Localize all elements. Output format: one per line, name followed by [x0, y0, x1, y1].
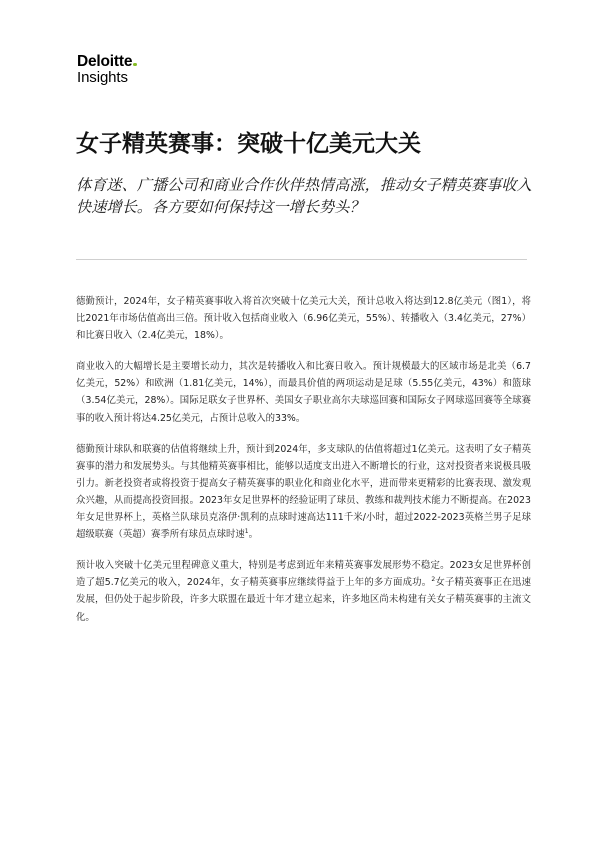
paragraph-2: 商业收入的大幅增长是主要增长动力，其次是转播收入和比赛日收入。预计规模最大的区域市场是北美（6.7亿美元，52%）和欧洲（1.81亿美元，14%），而最具价值的两项运动是足球（5.55亿美元，43%）和篮球（3.54亿美元，28%）。国际足联女子世界杯、美国女子职业高尔夫球巡回赛和国际女子网球巡回赛等全球赛事的收入预计将达4.25亿美元，占预计总收入的33%。: [76, 361, 531, 424]
article-subtitle: 体育迷、广播公司和商业合作伙伴热情高涨，推动女子精英赛事收入快速增长。各方要如何保持这一增长势头？: [76, 176, 532, 216]
paragraph-3: 德勤预计球队和联赛的估值将继续上升，预计到2024年，多支球队的估值将超过1亿美元。这表明了女子精英赛事的潜力和发展势头。与其他精英赛事相比，能够以适度支出进入不断增长的行业，这对投资者来说极具吸引力。新老投资者或将投资于提高女子精英赛事的职业化和商业化水平，进而带来更精彩的比赛表现、激发观众兴趣，从而提高投资回报。2023年女足世界杯的经验证明了球员、教练和裁判技术能力不断提高。在2023年女足世界杯上，英格兰队球员克洛伊·凯利的点球时速高达111千米/小时，超过2022-2023英格兰男子足球超级联赛（英超）赛季所有球员点球时速$^1$。: [76, 443, 531, 541]
paragraph-1: 德勤预计，2024年，女子精英赛事收入将首次突破十亿美元大关，预计总收入将达到12.8亿美元（图1），将比2021年市场估值高出三倍。预计收入包括商业收入（6.96亿美元，55%）、转播收入（3.4亿美元，27%）和比赛日收入（2.4亿美元，18%）。: [76, 296, 531, 342]
paragraph-4: 预计收入突破十亿美元里程碑意义重大，特别是考虑到近年来精英赛事发展形势不稳定。2023女足世界杯创造了超5.7亿美元的收入，2024年，女子精英赛事应继续得益于上年的多方面成功。$^2$女子精英赛事正在迅速发展，但仍处于起步阶段，许多大联盟在最近十年才建立起来，许多地区尚未构建有关女子精英赛事的主流文化。: [76, 560, 531, 623]
logo-green-dot: [133, 63, 137, 67]
logo-brand: Deloitte: [77, 54, 137, 70]
deloitte-insights-logo: [77, 54, 137, 85]
article-body: [76, 293, 531, 640]
divider: [76, 259, 527, 260]
logo-subtitle: Insights: [77, 68, 128, 86]
footnote-ref-2[interactable]: 2: [431, 576, 436, 584]
article-title: 女子精英赛事：突破十亿美元大关: [76, 131, 421, 157]
footnote-ref-1[interactable]: 1: [244, 528, 249, 535]
